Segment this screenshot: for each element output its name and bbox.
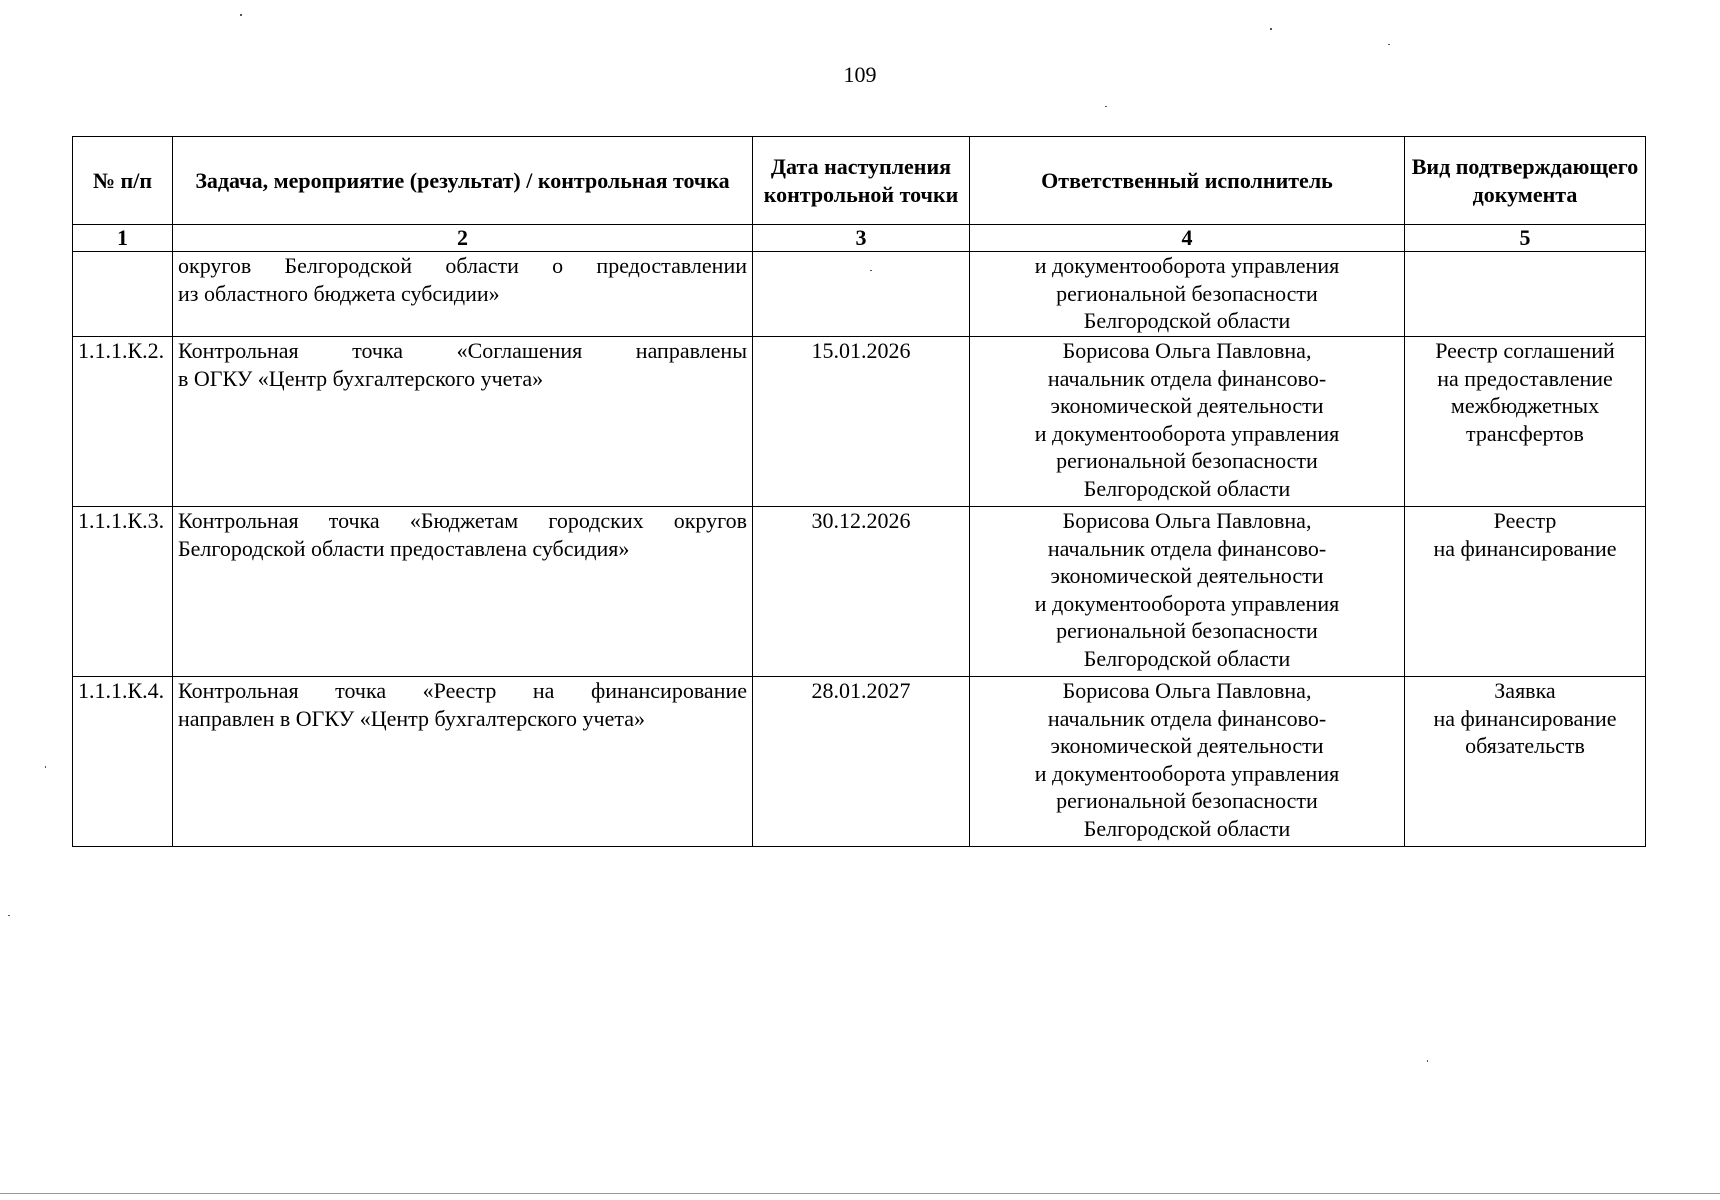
task-text: Контрольная точка «Реестр на финансирование [178,678,747,703]
scan-edge-line [0,1193,1720,1194]
responsible-text: экономической деятельности [1050,733,1324,758]
task-cell [173,337,753,507]
row-number: 1.1.1.К.4. [73,677,173,847]
responsible-text: Белгородской области [1083,645,1291,671]
column-number: 1 [73,225,173,252]
responsible-text: экономической деятельности [1050,393,1324,418]
task-text: Контрольная точка «Соглашения направлены [178,338,747,363]
responsible-text: и документооборота управления [1034,590,1340,616]
responsible-text: региональной безопасности [1056,448,1318,473]
responsible-text: и документооборота управления [1034,253,1340,278]
responsible-cell [970,507,1405,677]
document-cell [1405,677,1646,847]
document-text: на предоставление [1437,365,1613,391]
document-text: межбюджетных [1450,393,1600,418]
document-cell [1405,252,1646,337]
responsible-cell [970,252,1405,337]
document-cell [1405,507,1646,677]
header-date: Дата наступления контрольной точки [753,137,970,225]
task-cell [173,677,753,847]
document-text: Реестр соглашений [1435,338,1615,363]
header-task: Задача, мероприятие (результат) / контрольная точка [173,137,753,225]
scan-speck [1270,28,1272,30]
scan-speck [240,14,242,16]
column-number: 2 [173,225,753,252]
date-cell: 15.01.2026 [753,337,970,507]
document-text: трансфертов [1466,420,1584,446]
document-text: на финансирование [1433,705,1617,731]
responsible-cell [970,337,1405,507]
header-responsible: Ответственный исполнитель [970,137,1405,225]
responsible-text: Белгородской области [1083,308,1291,333]
task-cell [173,507,753,677]
responsible-cell [970,677,1405,847]
table-row [73,337,1646,507]
responsible-text: Белгородской области [1083,475,1291,501]
document-text: Реестр [1493,508,1557,533]
task-cell [173,252,753,337]
row-number: 1.1.1.К.2. [73,337,173,507]
page-number: 109 [843,62,877,87]
task-text: Контрольная точка «Бюджетам городских округов [178,508,747,533]
responsible-text: Борисова Ольга Павловна, [1062,508,1312,533]
task-text: из областного бюджета субсидии» [178,280,500,306]
header-row [73,137,1646,225]
scan-speck [870,270,872,271]
document-text: Заявка [1494,678,1556,703]
task-text: Белгородской области предоставлена субсидия» [178,535,630,561]
control-points-table [72,136,1646,847]
scan-speck [8,915,10,916]
column-number: 3 [753,225,970,252]
responsible-text: Белгородской области [1083,815,1291,841]
responsible-text: и документооборота управления [1034,420,1340,446]
responsible-text: начальник отдела финансово- [1047,705,1327,731]
header-document: Вид подтверждающего документа [1405,137,1646,225]
responsible-text: начальник отдела финансово- [1047,535,1327,561]
date-cell: 30.12.2026 [753,507,970,677]
scan-speck [1105,106,1107,107]
document-cell [1405,337,1646,507]
scan-speck [45,766,46,768]
document-text: на финансирование [1433,535,1617,561]
responsible-text: региональной безопасности [1056,788,1318,813]
header-number: № п/п [73,137,173,225]
row-number: 1.1.1.К.3. [73,507,173,677]
task-text: в ОГКУ «Центр бухгалтерского учета» [178,365,544,391]
responsible-text: региональной безопасности [1056,280,1318,306]
task-text: направлен в ОГКУ «Центр бухгалтерского учета» [178,705,645,731]
table-row [73,507,1646,677]
responsible-text: начальник отдела финансово- [1047,365,1327,391]
responsible-text: Борисова Ольга Павловна, [1062,338,1312,363]
column-number: 4 [970,225,1405,252]
responsible-text: Борисова Ольга Павловна, [1062,678,1312,703]
table-row [73,677,1646,847]
column-number-row [73,225,1646,252]
date-cell: 28.01.2027 [753,677,970,847]
table-row [73,252,1646,337]
date-cell [753,252,970,337]
column-number: 5 [1405,225,1646,252]
scan-speck [1388,44,1390,45]
responsible-text: и документооборота управления [1034,760,1340,786]
responsible-text: региональной безопасности [1056,618,1318,643]
scan-speck [1427,1060,1428,1062]
document-text: обязательств [1465,733,1585,758]
task-text: округов Белгородской области о предоставлении [178,253,747,278]
responsible-text: экономической деятельности [1050,563,1324,588]
row-number [73,252,173,337]
